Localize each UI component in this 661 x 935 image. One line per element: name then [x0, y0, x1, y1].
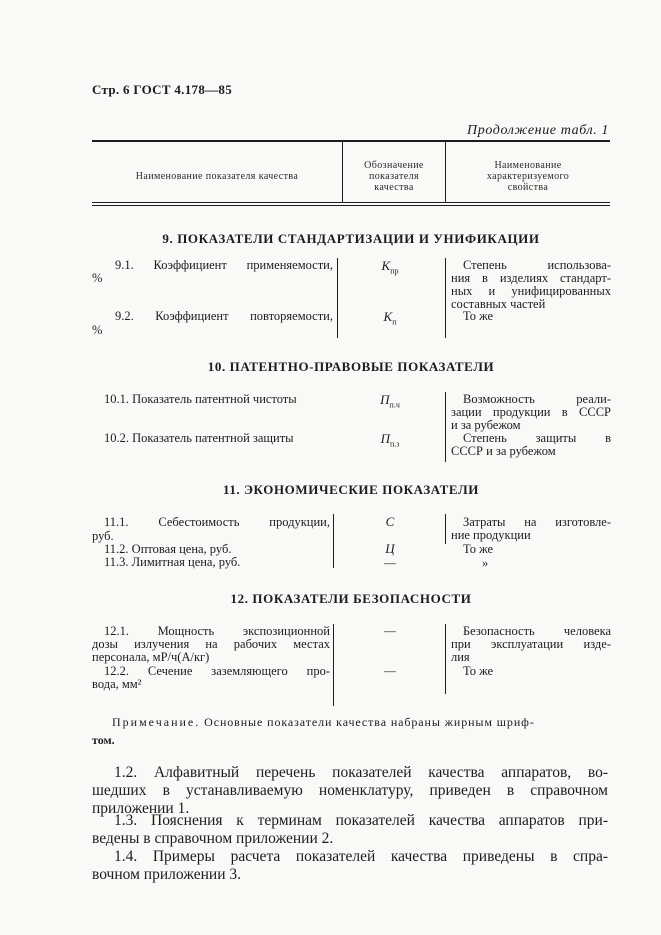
paragraph-line: 1.3. Пояснения к терминам показателей качества аппаратов при- [114, 812, 608, 829]
column-header-symbol-line: Обозначение [364, 160, 424, 171]
note-label: Примечание. [112, 715, 201, 729]
symbol-subscript: п.з [389, 439, 400, 449]
indicator-name: 11.2. Оптовая цена, руб. [104, 542, 232, 556]
indicator-name: 9.2. Коэффициент повторяемости, [115, 309, 333, 323]
property-line: Степень использова- [463, 258, 611, 272]
column-header-symbol-line: показателя [368, 171, 420, 182]
property-line: СССР и за рубежом [451, 444, 556, 458]
column-header-symbol [343, 160, 445, 193]
property-cell: » [482, 556, 489, 570]
property-line: Возможность реали- [463, 392, 611, 406]
column-divider [333, 514, 334, 568]
table-top-rule [92, 140, 610, 142]
symbol-subscript: п.ч [389, 400, 400, 410]
column-header-property-line: свойства [507, 182, 549, 193]
note-text: Основные показатели качества набраны жирным шриф- [204, 715, 535, 729]
indicator-name: % [92, 271, 103, 285]
symbol-letter: — [384, 555, 396, 570]
indicator-name: 9.1. Коэффициент применяемости, [115, 258, 333, 272]
table-note [112, 715, 535, 730]
table-note-continuation: том. [92, 733, 115, 747]
body-paragraph [92, 764, 608, 818]
column-header-property [446, 160, 610, 193]
property-line: ных и унифицированных [451, 284, 611, 298]
indicator-symbol [355, 431, 425, 449]
indicator-symbol [355, 309, 425, 327]
table-header-bottom-rule [92, 202, 610, 203]
indicator-name: 11.3. Лимитная цена, руб. [104, 555, 241, 569]
symbol-letter: П [380, 431, 390, 446]
symbol-letter: K [381, 258, 391, 273]
body-paragraph [92, 812, 608, 848]
column-divider [445, 392, 446, 462]
property-cell: То же [463, 542, 494, 556]
column-header-property-line: Наименование [494, 160, 562, 171]
property-cell [451, 516, 611, 542]
property-line: ние продукции [451, 528, 531, 542]
table-continuation-label: Продолжение табл. 1 [467, 123, 609, 138]
symbol-letter: — [384, 663, 396, 678]
property-cell [451, 259, 611, 311]
indicator-name: руб. [92, 529, 114, 543]
section-title: 10. ПАТЕНТНО-ПРАВОВЫЕ ПОКАЗАТЕЛИ [207, 359, 495, 374]
column-header-symbol-line: качества [374, 182, 414, 193]
property-line: и за рубежом [451, 418, 521, 432]
body-paragraph [92, 848, 608, 884]
indicator-name: % [92, 323, 103, 337]
indicator-symbol [355, 623, 425, 639]
indicator-symbol [355, 514, 425, 530]
indicator-name-block [92, 665, 330, 691]
property-line: при эксплуатации изде- [451, 637, 611, 651]
indicator-name: дозы излучения на рабочих местах [92, 637, 330, 651]
indicator-name: 12.1. Мощность экспозиционной [104, 624, 330, 638]
property-cell: То же [463, 309, 494, 323]
paragraph-line: 1.2. Алфавитный перечень показателей качества аппаратов, во- [114, 764, 608, 781]
indicator-name: 10.2. Показатель патентной защиты [104, 431, 294, 445]
indicator-symbol [355, 663, 425, 679]
symbol-subscript: пр [390, 266, 399, 276]
paragraph-line: 1.4. Примеры расчета показателей качества приведены в спра- [114, 848, 608, 865]
property-line: ния в изделиях стандарт- [451, 271, 611, 285]
indicator-symbol [355, 555, 425, 571]
column-header-name: Наименование показателя качества [135, 171, 299, 182]
indicator-symbol [355, 258, 425, 276]
property-cell [451, 432, 611, 458]
indicator-name: персонала, мР/ч(А/кг) [92, 650, 210, 664]
section-title: 12. ПОКАЗАТЕЛИ БЕЗОПАСНОСТИ [230, 591, 472, 606]
property-line: зации продукции в СССР [451, 405, 611, 419]
paragraph-line: ведены в справочном приложении 2. [92, 830, 334, 847]
section-title: 11. ЭКОНОМИЧЕСКИЕ ПОКАЗАТЕЛИ [222, 482, 480, 497]
property-line: Безопасность человека [463, 624, 611, 638]
indicator-name: 12.2. Сечение заземляющего про- [104, 664, 330, 678]
table-header-bottom-rule-2 [92, 205, 610, 206]
property-cell [451, 393, 611, 432]
paragraph-line: приложении 1. [92, 800, 190, 817]
property-line: Степень защиты в [463, 431, 611, 445]
indicator-name-block [92, 625, 330, 664]
symbol-letter: Ц [385, 541, 395, 556]
symbol-letter: C [385, 514, 395, 529]
property-cell [451, 625, 611, 664]
page-header: Стр. 6 ГОСТ 4.178—85 [92, 82, 233, 97]
indicator-name: 11.1. Себестоимость продукции, [104, 515, 330, 529]
column-header-property-line: характеризуемого [486, 171, 570, 182]
indicator-name: 10.1. Показатель патентной чистоты [104, 392, 297, 406]
indicator-symbol [355, 392, 425, 410]
symbol-letter: П [380, 392, 390, 407]
paragraph-line: шедших в устанавливаемую номенклатуру, приведен в справочном [92, 782, 608, 799]
column-divider [333, 624, 334, 706]
indicator-name: вода, мм² [92, 677, 142, 691]
symbol-letter: — [384, 623, 396, 638]
property-line: лия [451, 650, 470, 664]
section-title: 9. ПОКАЗАТЕЛИ СТАНДАРТИЗАЦИИ И УНИФИКАЦИИ [162, 231, 540, 246]
property-line: Затраты на изготовле- [463, 515, 611, 529]
column-divider [337, 258, 338, 338]
column-divider [445, 258, 446, 338]
column-divider [445, 624, 446, 694]
column-divider [445, 514, 446, 544]
symbol-letter: K [383, 309, 393, 324]
symbol-subscript: п [392, 317, 397, 327]
paragraph-line: вочном приложении 3. [92, 866, 241, 883]
property-cell: То же [463, 664, 494, 678]
property-line: составных частей [451, 297, 546, 311]
